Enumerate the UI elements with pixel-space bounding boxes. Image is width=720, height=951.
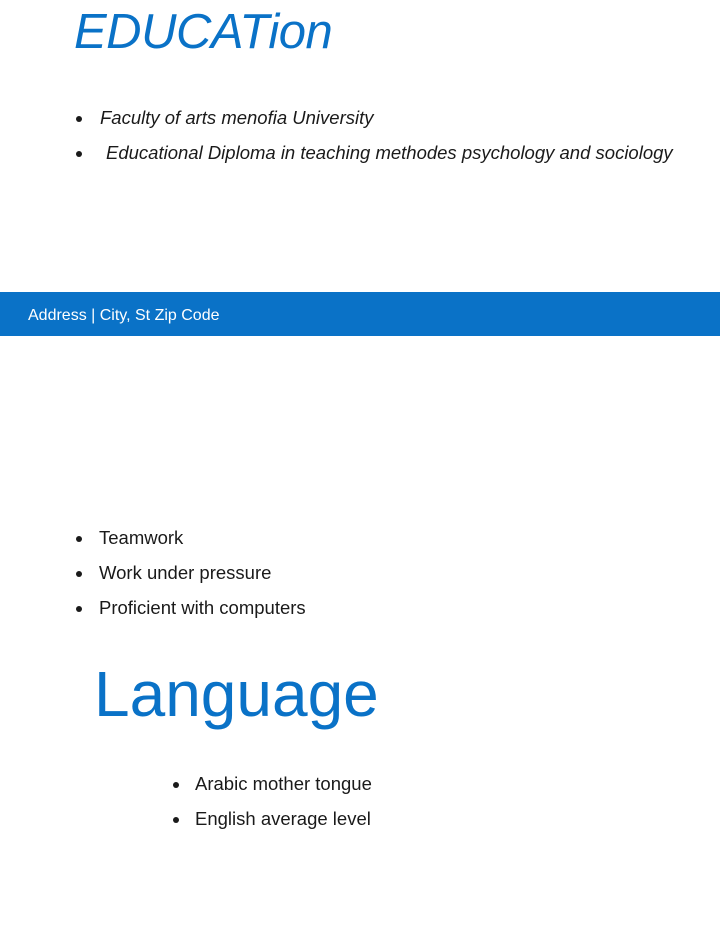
language-item	[0, 770, 720, 805]
education-item	[0, 104, 720, 139]
bullet-icon	[173, 782, 179, 788]
education-item	[0, 139, 720, 174]
education-item-text: Educational Diploma in teaching methodes psychology and sociology	[106, 142, 673, 163]
bullet-icon	[76, 116, 82, 122]
skill-item	[0, 559, 720, 594]
address-bar	[0, 292, 720, 336]
language-list	[0, 770, 720, 840]
bullet-icon	[76, 151, 82, 157]
language-item-text: English average level	[195, 808, 371, 829]
education-list	[0, 104, 720, 174]
bullet-icon	[76, 536, 82, 542]
address-text: Address | City, St Zip Code	[28, 307, 220, 324]
language-item-text: Arabic mother tongue	[195, 773, 372, 794]
education-heading: EDUCATion	[74, 5, 333, 59]
skill-item-text: Work under pressure	[99, 562, 272, 583]
bullet-icon	[76, 571, 82, 577]
bullet-icon	[173, 817, 179, 823]
language-item	[0, 805, 720, 840]
skills-list	[0, 524, 720, 629]
bullet-icon	[76, 606, 82, 612]
education-item-text: Faculty of arts menofia University	[100, 107, 374, 128]
skill-item-text: Proficient with computers	[99, 597, 306, 618]
skill-item	[0, 594, 720, 629]
skill-item	[0, 524, 720, 559]
language-heading: Language	[94, 658, 379, 730]
skill-item-text: Teamwork	[99, 527, 184, 548]
